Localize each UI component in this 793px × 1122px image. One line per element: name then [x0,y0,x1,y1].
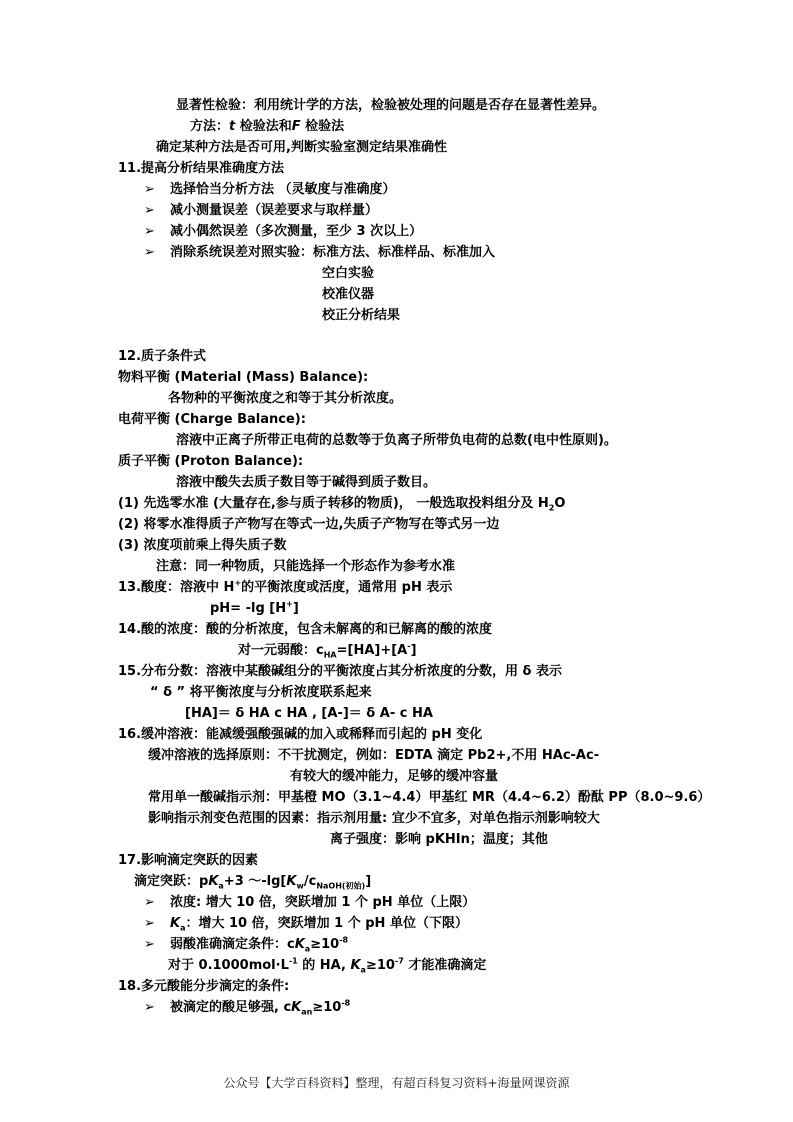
formula [134,873,371,891]
text-span: -8 [341,998,351,1008]
text-span: + [286,599,293,609]
list-item [144,244,495,262]
bullet-icon: ➢ [144,245,155,260]
text-span: -7 [394,956,404,966]
text-span: 13.酸度：溶液中 H [118,580,235,595]
formula [238,642,417,660]
text-span: -8 [339,935,349,945]
text-line: 电荷平衡 (Charge Balance): [118,412,306,427]
text-line: 各物种的平衡浓度之和等于其分析浓度。 [168,391,403,406]
text-span: /c [303,874,317,889]
section-heading: 15.分布分数：溶液中某酸碱组分的平衡浓度占其分析浓度的分数，用 δ 表示 [118,664,563,679]
section-heading: 16.缓冲溶液：能减缓强酸强碱的加入或稀释而引起的 pH 变化 [118,727,483,742]
list-item [144,999,350,1017]
bullet-icon: ➢ [144,937,155,952]
list-item [144,181,396,199]
text-span: +3 ～-lg[ [223,874,287,889]
text-span: F [291,119,301,134]
list-item [144,894,475,912]
list-item-text: 选择恰当分析方法 （灵敏度与准确度） [170,182,396,197]
text-line: 物料平衡 (Material (Mass) Balance): [118,370,369,385]
list-item-text: 消除系统误差对照实验：标准方法、标准样品、标准加入 [170,245,496,260]
text-span: + [234,578,242,588]
page-footer: 公众号【大学百科资料】整理，有超百科复习资料+海量网课资源 [223,1076,570,1090]
text-line: 有较大的缓冲能力，足够的缓冲容量 [290,769,499,784]
text-line: 校准仪器 [322,287,375,302]
section-heading: 12.质子条件式 [118,349,207,364]
list-item-text: 浓度: 增大 10 倍，突跃增加 1 个 pH 单位（上限） [170,895,476,910]
text-span: O [554,496,566,511]
section-heading: 14.酸的浓度：酸的分析浓度，包含未解离的和已解离的酸的浓度 [118,622,493,637]
text-span: K [350,958,361,973]
text-line: 校正分析结果 [322,308,401,323]
text-line: 离子强度：影响 pKHIn；温度；其他 [330,832,548,847]
text-span: ：增大 10 倍，突跃增加 1 个 pH 单位（下限） [185,916,468,931]
text-line [190,118,344,136]
text-span: ≥10 [310,937,340,952]
text-line: 空白实验 [322,266,375,281]
bullet-icon: ➢ [144,916,155,931]
text-span: K [286,874,297,889]
text-span: 对于 0.1000mol·L [168,958,289,973]
bullet-icon: ➢ [144,1000,155,1015]
text-line: (2) 将零水准得质子产物写在等式一边,失质子产物写在等式另一边 [118,517,500,532]
text-span: K [170,916,181,931]
text-line: 常用单一酸碱指示剂：甲基橙 MO（3.1~4.4）甲基红 MR（4.4~6.2）酚酞 PP（8.0~9.6） [148,790,711,805]
text-span: ] [410,643,417,658]
text-span: an [301,1007,313,1017]
text-span: HA [323,650,337,660]
bullet-icon: ➢ [144,203,155,218]
formula [210,600,299,618]
text-span: NaOH(初始) [316,881,366,891]
text-span: 弱酸准确滴定条件：c [170,937,295,952]
text-span: - [407,641,411,651]
bullet-icon: ➢ [144,895,155,910]
text-span: a [304,944,311,954]
text-span: -1 [288,956,298,966]
text-line: 影响指示剂变色范围的因素：指示剂用量: 宜少不宜多，对单色指示剂影响较大 [148,811,600,826]
text-span: w [296,881,304,891]
text-span: 对一元弱酸：c [238,643,324,658]
list-item-text: 减小偶然误差（多次测量，至少 3 次以上） [170,224,423,239]
list-item [144,936,348,954]
text-span: 的 HA, [297,958,351,973]
text-span: (1) 先选零水准 (大量存在,参与质子转移的物质)， 一般选取投料组分及 H [118,496,549,511]
text-span: ≥10 [312,1000,342,1015]
text-span: K [294,937,305,952]
text-span: 检验法和 [235,119,292,134]
text-span: ] [292,601,299,616]
text-line: 注意：同一种物质，只能选择一个形态作为参考水准 [156,559,456,574]
section-heading: 11.提高分析结果准确度方法 [118,161,285,176]
text-line: 缓冲溶液的选择原则：不干扰测定，例如：EDTA 滴定 Pb2+,不用 HAc-Ac- [148,748,600,763]
text-span: 滴定突跃：p [134,874,209,889]
list-item [144,202,378,220]
list-item-text: 减小测量误差（误差要求与取样量） [170,203,379,218]
bullet-icon: ➢ [144,224,155,239]
text-span: 2 [548,503,555,513]
text-span: a [180,923,186,933]
section-heading: 18.多元酸能分步滴定的条件: [118,979,290,994]
text-line: 溶液中酸失去质子数目等于碱得到质子数目。 [176,475,437,490]
text-span: 才能准确滴定 [403,958,487,973]
text-span: K [208,874,219,889]
text-span: 检验法 [300,119,345,134]
text-line [168,957,486,975]
list-item [144,915,468,933]
text-line: 溶液中正离子所带正电荷的总数等于负离子所带负电荷的总数(电中性原则)。 [176,433,617,448]
section-heading: 17.影响滴定突跃的因素 [118,853,259,868]
text-span: K [291,1000,302,1015]
text-span: ] [365,874,372,889]
text-line: 显著性检验：利用统计学的方法，检验被处理的问题是否存在显著性差异。 [176,98,606,113]
text-span: =[HA]+[A [336,643,408,658]
text-span: a [360,965,366,975]
text-span: ≥10 [365,958,395,973]
text-span: t [229,119,236,134]
text-line: (3) 浓度项前乘上得失质子数 [118,538,287,553]
text-span: pH= -lg [H [210,601,287,616]
text-line: 质子平衡 (Proton Balance): [118,454,304,469]
text-span: a [218,881,224,891]
text-line: 确定某种方法是否可用,判断实验室测定结果准确性 [156,140,447,155]
text-line [118,495,565,513]
list-item [144,223,422,241]
text-line: “ δ ” 将平衡浓度与分析浓度联系起来 [150,685,372,700]
text-span: 的平衡浓度或活度，通常用 pH 表示 [241,580,453,595]
text-span: 被滴定的酸足够强, c [170,1000,292,1015]
formula: [HA]＝ δ HA c HA , [A-]＝ δ A- c HA [185,706,433,721]
section-heading [118,579,452,597]
text-span: 方法： [190,119,230,134]
bullet-icon: ➢ [144,182,155,197]
